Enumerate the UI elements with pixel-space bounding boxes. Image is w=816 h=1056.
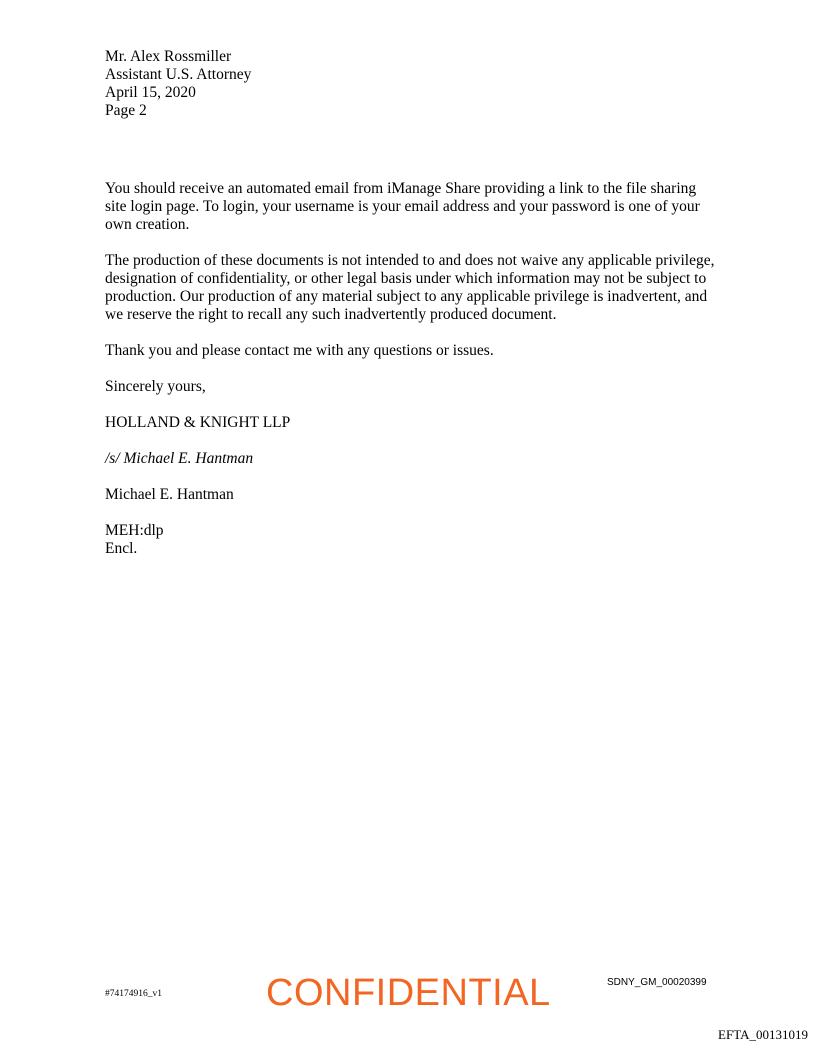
paragraph-privilege: The production of these documents is not intended to and does not waive any applicable privilege, designation of confidentiality, or other legal basis under which information may not be subject to production. Our production of any material subject to any applicable privilege is inadvertent, and we reserve the right to recall any such inadvertently produced document. xyxy=(105,252,715,323)
letter-date: April 15, 2020 xyxy=(105,84,196,101)
efta-number: EFTA_00131019 xyxy=(718,1027,808,1042)
typist-initials: MEH:dlp xyxy=(105,522,164,539)
page-label: Page 2 xyxy=(105,102,147,119)
document-id: #74174916_v1 xyxy=(105,989,162,999)
closing: Sincerely yours, xyxy=(105,378,206,395)
signature: /s/ Michael E. Hantman xyxy=(105,450,254,467)
recipient-name: Mr. Alex Rossmiller xyxy=(105,48,232,65)
signer-name: Michael E. Hantman xyxy=(105,486,234,503)
confidential-stamp: CONFIDENTIAL xyxy=(266,972,551,1014)
bates-number: SDNY_GM_00020399 xyxy=(607,977,707,988)
letter-header xyxy=(105,48,251,120)
recipient-title: Assistant U.S. Attorney xyxy=(105,66,252,83)
letter-body xyxy=(105,180,717,558)
paragraph-imanage-share: You should receive an automated email from iManage Share providing a link to the file sharing site login page. To login, your username is your email address and your password is one of your own creation. xyxy=(105,180,700,233)
paragraph-thanks: Thank you and please contact me with any questions or issues. xyxy=(105,342,494,359)
firm-name: HOLLAND & KNIGHT LLP xyxy=(105,414,291,431)
enclosure-note: Encl. xyxy=(105,540,138,557)
